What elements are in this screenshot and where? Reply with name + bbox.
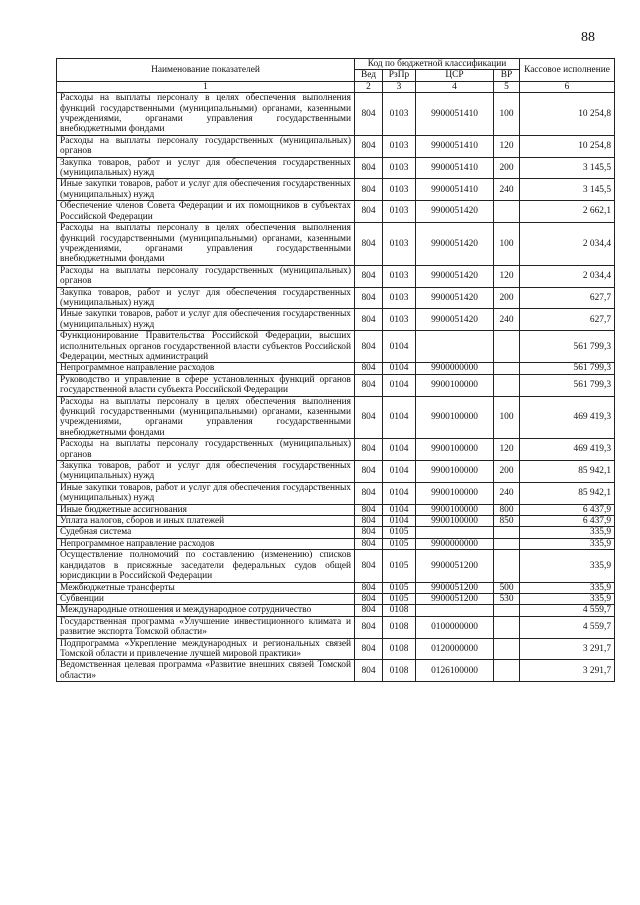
cell-csr: 9900100000	[416, 396, 494, 439]
cell-vr: 100	[494, 396, 520, 439]
cell-name: Руководство и управление в сфере установленных функций органов государственной власти субъекта Российской Федерации	[57, 374, 355, 396]
table-row	[57, 616, 615, 638]
cell-ved: 804	[355, 482, 383, 504]
cell-rzpr: 0104	[383, 363, 416, 374]
cell-ved: 804	[355, 538, 383, 549]
cell-vr: 120	[494, 439, 520, 461]
cell-cash-sum: 561 799,3	[520, 374, 615, 396]
cell-csr	[416, 527, 494, 538]
cell-ved: 804	[355, 582, 383, 593]
cell-rzpr: 0104	[383, 439, 416, 461]
cell-csr: 9900051410	[416, 179, 494, 201]
cell-name: Иные закупки товаров, работ и услуг для обеспечения государственных (муниципальных) нужд	[57, 179, 355, 201]
cell-ved: 804	[355, 396, 383, 439]
table-row	[57, 461, 615, 483]
cell-csr: 9900051420	[416, 201, 494, 223]
column-number-row	[57, 81, 615, 92]
table-row	[57, 638, 615, 660]
table-row	[57, 287, 615, 309]
cell-rzpr: 0108	[383, 605, 416, 616]
cell-ved: 804	[355, 660, 383, 682]
cell-ved: 804	[355, 516, 383, 527]
cell-cash-sum: 335,9	[520, 582, 615, 593]
cell-cash-sum: 85 942,1	[520, 461, 615, 483]
table-row	[57, 135, 615, 157]
cell-name: Межбюджетные трансферты	[57, 582, 355, 593]
cell-name: Расходы на выплаты персоналу в целях обеспечения выполнения функций государственными (муниципальными) органами, казенными учреждениями, органами управления государственными внебюджетными фондами	[57, 93, 355, 136]
cell-name: Обеспечение членов Совета Федерации и их помощников в субъектах Российской Федерации	[57, 201, 355, 223]
cell-csr: 9900051410	[416, 93, 494, 136]
cell-rzpr: 0103	[383, 157, 416, 179]
cell-rzpr: 0108	[383, 616, 416, 638]
cell-ved: 804	[355, 593, 383, 604]
header-name: Наименование показателей	[57, 59, 355, 82]
cell-vr: 500	[494, 582, 520, 593]
cell-csr: 9900000000	[416, 363, 494, 374]
column-number: 1	[57, 81, 355, 92]
column-number: 3	[383, 81, 416, 92]
cell-rzpr: 0103	[383, 287, 416, 309]
cell-rzpr: 0103	[383, 309, 416, 331]
table-row	[57, 331, 615, 363]
cell-rzpr: 0104	[383, 396, 416, 439]
table-row	[57, 179, 615, 201]
cell-cash-sum: 561 799,3	[520, 331, 615, 363]
table-row	[57, 265, 615, 287]
cell-csr: 9900051200	[416, 550, 494, 582]
cell-vr	[494, 616, 520, 638]
cell-rzpr: 0103	[383, 265, 416, 287]
cell-ved: 804	[355, 309, 383, 331]
cell-cash-sum: 4 559,7	[520, 605, 615, 616]
column-number: 6	[520, 81, 615, 92]
table-row	[57, 538, 615, 549]
cell-csr: 9900051420	[416, 309, 494, 331]
cell-name: Расходы на выплаты персоналу государственных (муниципальных) органов	[57, 265, 355, 287]
cell-rzpr: 0105	[383, 538, 416, 549]
cell-cash-sum: 335,9	[520, 527, 615, 538]
table-row	[57, 516, 615, 527]
cell-csr: 9900100000	[416, 461, 494, 483]
table-row	[57, 223, 615, 266]
cell-csr: 9900051420	[416, 287, 494, 309]
cell-rzpr: 0105	[383, 593, 416, 604]
cell-rzpr: 0103	[383, 201, 416, 223]
cell-ved: 804	[355, 638, 383, 660]
cell-vr: 120	[494, 265, 520, 287]
table-row	[57, 309, 615, 331]
cell-vr	[494, 660, 520, 682]
cell-ved: 804	[355, 157, 383, 179]
table-row	[57, 660, 615, 682]
budget-execution-table	[56, 58, 615, 682]
table-row	[57, 374, 615, 396]
cell-name: Закупка товаров, работ и услуг для обеспечения государственных (муниципальных) нужд	[57, 461, 355, 483]
cell-ved: 804	[355, 616, 383, 638]
cell-cash-sum: 2 034,4	[520, 223, 615, 266]
cell-cash-sum: 3 145,5	[520, 157, 615, 179]
cell-vr: 530	[494, 593, 520, 604]
cell-name: Международные отношения и международное сотрудничество	[57, 605, 355, 616]
cell-rzpr: 0103	[383, 179, 416, 201]
cell-csr: 9900051410	[416, 157, 494, 179]
cell-cash-sum: 2 034,4	[520, 265, 615, 287]
cell-name: Государственная программа «Улучшение инвестиционного климата и развитие экспорта Томской области»	[57, 616, 355, 638]
cell-rzpr: 0104	[383, 504, 416, 515]
cell-cash-sum: 627,7	[520, 309, 615, 331]
cell-vr	[494, 527, 520, 538]
cell-csr: 9900100000	[416, 374, 494, 396]
table-row	[57, 439, 615, 461]
cell-cash-sum: 627,7	[520, 287, 615, 309]
cell-rzpr: 0105	[383, 582, 416, 593]
header-rzpr: РзПр	[383, 70, 416, 81]
cell-name: Расходы на выплаты персоналу в целях обеспечения выполнения функций государственными (муниципальными) органами, казенными учреждениями, органами управления государственными внебюджетными фондами	[57, 396, 355, 439]
table-row	[57, 550, 615, 582]
cell-csr: 0120000000	[416, 638, 494, 660]
cell-ved: 804	[355, 504, 383, 515]
cell-csr: 9900051410	[416, 135, 494, 157]
cell-ved: 804	[355, 201, 383, 223]
column-number: 2	[355, 81, 383, 92]
header-ved: Вед	[355, 70, 383, 81]
cell-cash-sum: 10 254,8	[520, 135, 615, 157]
table-row	[57, 605, 615, 616]
cell-vr: 850	[494, 516, 520, 527]
cell-name: Расходы на выплаты персоналу государственных (муниципальных) органов	[57, 135, 355, 157]
cell-csr: 9900100000	[416, 516, 494, 527]
cell-vr	[494, 638, 520, 660]
cell-vr	[494, 374, 520, 396]
cell-vr	[494, 538, 520, 549]
cell-name: Иные закупки товаров, работ и услуг для обеспечения государственных (муниципальных) нужд	[57, 309, 355, 331]
header-code-group: Код по бюджетной классификации	[355, 59, 520, 70]
cell-rzpr: 0103	[383, 223, 416, 266]
cell-name: Расходы на выплаты персоналу в целях обеспечения выполнения функций государственными (муниципальными) органами, казенными учреждениями, органами управления государственными внебюджетными фондами	[57, 223, 355, 266]
column-number: 5	[494, 81, 520, 92]
cell-ved: 804	[355, 374, 383, 396]
cell-vr: 800	[494, 504, 520, 515]
cell-name: Подпрограмма «Укрепление международных и региональных связей Томской области и привлечение лучшей мировой практики»	[57, 638, 355, 660]
cell-vr: 100	[494, 93, 520, 136]
header-cash-execution: Кассовое исполнение	[520, 59, 615, 82]
cell-name: Расходы на выплаты персоналу государственных (муниципальных) органов	[57, 439, 355, 461]
cell-ved: 804	[355, 265, 383, 287]
cell-ved: 804	[355, 331, 383, 363]
cell-rzpr: 0104	[383, 516, 416, 527]
cell-cash-sum: 85 942,1	[520, 482, 615, 504]
cell-vr: 200	[494, 461, 520, 483]
cell-cash-sum: 10 254,8	[520, 93, 615, 136]
cell-vr	[494, 201, 520, 223]
cell-csr: 9900100000	[416, 439, 494, 461]
cell-vr: 200	[494, 157, 520, 179]
table-row	[57, 363, 615, 374]
cell-rzpr: 0104	[383, 374, 416, 396]
cell-name: Непрограммное направление расходов	[57, 538, 355, 549]
cell-ved: 804	[355, 439, 383, 461]
cell-csr: 9900051420	[416, 223, 494, 266]
cell-cash-sum: 561 799,3	[520, 363, 615, 374]
cell-rzpr: 0104	[383, 461, 416, 483]
page-number: 88	[581, 30, 595, 45]
cell-rzpr: 0103	[383, 135, 416, 157]
cell-vr: 240	[494, 179, 520, 201]
cell-name: Ведомственная целевая программа «Развитие внешних связей Томской области»	[57, 660, 355, 682]
table-row	[57, 396, 615, 439]
cell-rzpr: 0103	[383, 93, 416, 136]
cell-ved: 804	[355, 93, 383, 136]
cell-vr	[494, 363, 520, 374]
table-row	[57, 482, 615, 504]
cell-cash-sum: 2 662,1	[520, 201, 615, 223]
cell-ved: 804	[355, 550, 383, 582]
table-row	[57, 527, 615, 538]
cell-name: Иные бюджетные ассигнования	[57, 504, 355, 515]
cell-name: Осуществление полномочий по составлению (изменению) списков кандидатов в присяжные заседатели федеральных судов общей юрисдикции в Российской Федерации	[57, 550, 355, 582]
cell-csr: 9900100000	[416, 504, 494, 515]
cell-csr	[416, 605, 494, 616]
cell-cash-sum: 469 419,3	[520, 396, 615, 439]
cell-rzpr: 0104	[383, 331, 416, 363]
cell-rzpr: 0108	[383, 660, 416, 682]
table-header	[57, 59, 615, 93]
cell-vr: 100	[494, 223, 520, 266]
table-row	[57, 593, 615, 604]
cell-vr	[494, 550, 520, 582]
cell-vr: 200	[494, 287, 520, 309]
table-row	[57, 93, 615, 136]
cell-vr: 120	[494, 135, 520, 157]
cell-cash-sum: 335,9	[520, 593, 615, 604]
table-row	[57, 201, 615, 223]
cell-cash-sum: 6 437,9	[520, 516, 615, 527]
cell-name: Субвенции	[57, 593, 355, 604]
header-csr: ЦСР	[416, 70, 494, 81]
cell-name: Закупка товаров, работ и услуг для обеспечения государственных (муниципальных) нужд	[57, 287, 355, 309]
cell-ved: 804	[355, 461, 383, 483]
cell-ved: 804	[355, 363, 383, 374]
header-vr: ВР	[494, 70, 520, 81]
column-number: 4	[416, 81, 494, 92]
cell-cash-sum: 469 419,3	[520, 439, 615, 461]
cell-rzpr: 0105	[383, 527, 416, 538]
table-row	[57, 157, 615, 179]
cell-csr: 0100000000	[416, 616, 494, 638]
cell-cash-sum: 3 145,5	[520, 179, 615, 201]
cell-cash-sum: 335,9	[520, 550, 615, 582]
cell-vr	[494, 331, 520, 363]
table-row	[57, 504, 615, 515]
cell-vr	[494, 605, 520, 616]
table-row	[57, 582, 615, 593]
cell-ved: 804	[355, 287, 383, 309]
cell-name: Иные закупки товаров, работ и услуг для обеспечения государственных (муниципальных) нужд	[57, 482, 355, 504]
cell-csr: 9900100000	[416, 482, 494, 504]
cell-ved: 804	[355, 527, 383, 538]
cell-rzpr: 0104	[383, 482, 416, 504]
cell-cash-sum: 335,9	[520, 538, 615, 549]
cell-rzpr: 0108	[383, 638, 416, 660]
cell-cash-sum: 3 291,7	[520, 638, 615, 660]
cell-name: Уплата налогов, сборов и иных платежей	[57, 516, 355, 527]
cell-name: Непрограммное направление расходов	[57, 363, 355, 374]
table-body	[57, 93, 615, 682]
cell-vr: 240	[494, 482, 520, 504]
cell-csr: 0126100000	[416, 660, 494, 682]
cell-csr: 9900051200	[416, 593, 494, 604]
cell-ved: 804	[355, 223, 383, 266]
cell-vr: 240	[494, 309, 520, 331]
cell-csr: 9900051420	[416, 265, 494, 287]
cell-cash-sum: 6 437,9	[520, 504, 615, 515]
cell-csr: 9900000000	[416, 538, 494, 549]
cell-csr: 9900051200	[416, 582, 494, 593]
cell-name: Функционирование Правительства Российской Федерации, высших исполнительных органов государственной власти субъектов Российской Федерации, местных администраций	[57, 331, 355, 363]
cell-cash-sum: 3 291,7	[520, 660, 615, 682]
cell-rzpr: 0105	[383, 550, 416, 582]
cell-name: Закупка товаров, работ и услуг для обеспечения государственных (муниципальных) нужд	[57, 157, 355, 179]
cell-ved: 804	[355, 605, 383, 616]
cell-ved: 804	[355, 135, 383, 157]
cell-cash-sum: 4 559,7	[520, 616, 615, 638]
cell-ved: 804	[355, 179, 383, 201]
cell-csr	[416, 331, 494, 363]
cell-name: Судебная система	[57, 527, 355, 538]
